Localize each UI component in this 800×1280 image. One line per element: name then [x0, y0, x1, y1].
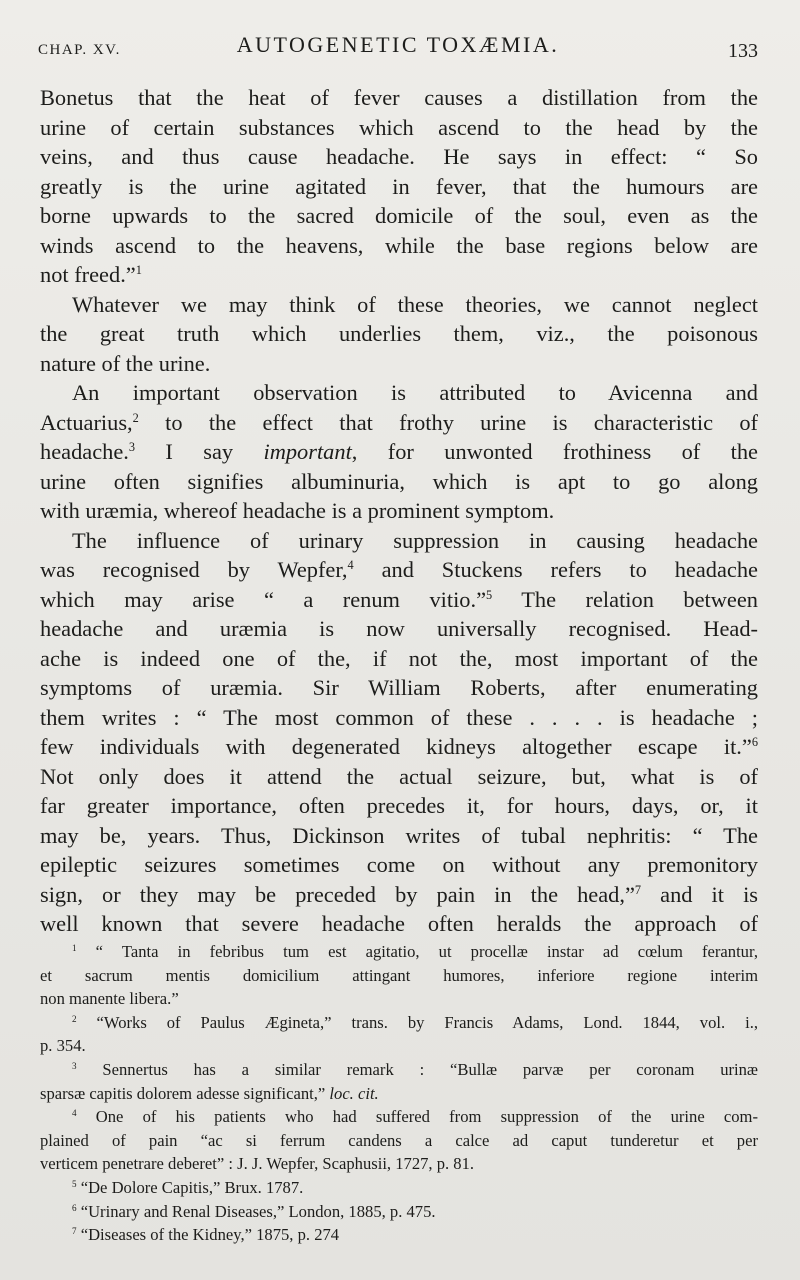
text-run: Bonetus that the heat of fever causes a distillation from the	[40, 85, 758, 110]
text-line	[40, 408, 758, 438]
footnote-line	[40, 987, 758, 1011]
text-run: I say	[135, 439, 264, 464]
footnote-line	[40, 1223, 758, 1247]
text-line	[40, 378, 758, 408]
text-run: the great truth which underlies them, viz., the poisonous	[40, 321, 758, 346]
text-run: which may arise “ a renum vitio.”	[40, 586, 487, 612]
footnote-marker: 3	[128, 440, 136, 454]
running-title: AUTOGENETIC TOXÆMIA.	[236, 32, 560, 57]
footnote-marker: 3	[72, 1061, 77, 1072]
text-run: Actuarius,	[40, 409, 133, 435]
footnote-line	[40, 964, 758, 988]
text-line	[40, 821, 758, 851]
text-line	[40, 526, 758, 556]
text-run: Whatever we may think of these theories, we cannot neglect	[72, 291, 758, 317]
footnote-marker: 5	[486, 587, 493, 602]
text-run: epileptic seizures sometimes come on without any premonitory	[40, 852, 758, 877]
text-run: headache.	[40, 439, 129, 464]
text-line	[40, 290, 758, 320]
footnote-line	[40, 1011, 758, 1035]
text-run: may be, years. Thus, Dickinson writes of tubal nephritis: “ The	[40, 822, 758, 848]
text-line	[40, 172, 758, 202]
text-run: Sennertus has a similar remark : “Bullæ parvæ per coronam urinæ	[76, 1059, 758, 1079]
text-line	[40, 83, 758, 113]
footnote-line	[40, 1058, 758, 1082]
text-run: well known that severe headache often heralds the approach of	[40, 911, 758, 936]
footnote-line	[40, 1176, 758, 1200]
text-run: “De Dolore Capitis,” Brux. 1787.	[76, 1177, 304, 1197]
text-line	[40, 437, 758, 467]
text-run: “Diseases of the Kidney,” 1875, p. 274	[76, 1225, 340, 1245]
footnote-marker: 2	[132, 410, 139, 425]
text-run: with uræmia, whereof headache is a prominent symptom.	[40, 498, 555, 523]
text-line	[40, 113, 758, 143]
text-run: far greater importance, often precedes it, for hours, days, or, it	[40, 793, 758, 818]
italic-text: important	[263, 439, 352, 464]
footnote-marker: 2	[72, 1013, 77, 1024]
text-line	[40, 231, 758, 261]
text-run: verticem penetrare deberet” : J. J. Wepfer, Scaphusii, 1727, p. 81.	[40, 1154, 475, 1174]
text-run: plained of pain “ac si ferrum candens a calce ad caput tunderetur et per	[40, 1130, 758, 1150]
text-line	[40, 791, 758, 821]
text-run: veins, and thus cause headache. He says in effect: “ So	[40, 144, 758, 169]
text-line	[40, 762, 758, 792]
text-run: sparsæ capitis dolorem adesse significant,”	[40, 1083, 330, 1103]
text-run: One of his patients who had suffered from suppression of the urine com-	[76, 1107, 758, 1127]
text-line	[40, 585, 758, 615]
footnote-marker: 4	[347, 558, 354, 572]
footnote-marker: 4	[72, 1108, 77, 1119]
text-run: not freed.”	[40, 262, 136, 287]
text-run: symptoms of uræmia. Sir William Roberts, after enumerating	[40, 675, 758, 700]
text-run: non manente libera.”	[40, 989, 179, 1009]
text-run: Not only does it attend the actual seizure, but, what is of	[40, 763, 758, 789]
text-run: and Stuckens refers to headache	[353, 557, 758, 582]
text-run: The influence of urinary suppression in causing headache	[72, 527, 758, 553]
text-run: borne upwards to the sacred domicile of the soul, even as the	[40, 203, 758, 228]
text-run: “Urinary and Renal Diseases,” London, 1885, p. 475.	[76, 1201, 436, 1221]
text-line	[40, 555, 758, 585]
text-line	[40, 703, 758, 733]
footnote-line	[40, 1082, 758, 1106]
footnote-marker: 6	[751, 735, 758, 749]
text-line	[40, 467, 758, 497]
text-line	[40, 349, 758, 379]
footnote-marker: 1	[135, 263, 142, 277]
text-line	[40, 850, 758, 880]
footnote-marker: 6	[72, 1202, 77, 1213]
text-line	[40, 142, 758, 172]
text-run: urine of certain substances which ascend to the head by the	[40, 114, 758, 140]
text-line	[40, 319, 758, 349]
text-line	[40, 614, 758, 644]
chapter-label: CHAP. XV.	[38, 42, 121, 58]
text-line	[40, 732, 758, 762]
text-run: few individuals with degenerated kidneys altogether escape it.”	[40, 734, 752, 759]
footnote-line	[40, 1129, 758, 1153]
text-run: nature of the urine.	[40, 350, 211, 376]
text-run: , for unwonted frothiness of the	[351, 439, 758, 464]
text-run: p. 354.	[40, 1036, 86, 1056]
text-line	[40, 909, 758, 939]
text-run: ache is indeed one of the, if not the, most important of the	[40, 645, 758, 671]
running-header	[38, 30, 758, 66]
footnote-marker: 1	[72, 943, 77, 954]
text-run: The relation between	[492, 586, 758, 612]
text-run: “Works of Paulus Ægineta,” trans. by Francis Adams, Lond. 1844, vol. i.,	[76, 1012, 758, 1032]
footnote-line	[40, 1034, 758, 1058]
text-run: them writes : “ The most common of these . . . . is headache ;	[40, 704, 758, 730]
text-run: urine often signifies albuminuria, which is apt to go along	[40, 468, 758, 494]
footnote-line	[40, 1152, 758, 1176]
footnote-line	[40, 1200, 758, 1224]
text-line	[40, 496, 758, 526]
text-run: greatly is the urine agitated in fever, that the humours are	[40, 173, 758, 199]
text-run: winds ascend to the heavens, while the base regions below are	[40, 232, 758, 258]
text-run: “ Tanta in febribus tum est agitatio, ut procellæ instar ad cœlum ferantur,	[76, 942, 758, 961]
text-run: headache and uræmia is now universally recognised. Head-	[40, 616, 758, 641]
footnote-line	[40, 940, 758, 964]
italic-text: loc. cit.	[329, 1083, 379, 1103]
text-run: An important observation is attributed to Avicenna and	[72, 380, 758, 405]
text-line	[40, 644, 758, 674]
text-run: was recognised by Wepfer,	[40, 557, 348, 582]
body-text	[40, 83, 758, 939]
footnotes	[40, 940, 758, 1247]
text-line	[40, 260, 758, 290]
text-run: et sacrum mentis domicilium attingant humores, inferiore regione interim	[40, 965, 758, 985]
page-number: 133	[728, 40, 758, 62]
text-line	[40, 201, 758, 231]
text-line	[40, 673, 758, 703]
footnote-marker: 5	[72, 1179, 77, 1190]
footnote-marker: 7	[634, 882, 642, 897]
text-run: to the effect that frothy urine is characteristic of	[138, 409, 758, 435]
text-line	[40, 880, 758, 910]
text-run: and it is	[641, 881, 759, 907]
footnote-marker: 7	[72, 1226, 77, 1237]
footnote-line	[40, 1105, 758, 1129]
text-run: sign, or they may be preceded by pain in the head,”	[40, 881, 635, 907]
